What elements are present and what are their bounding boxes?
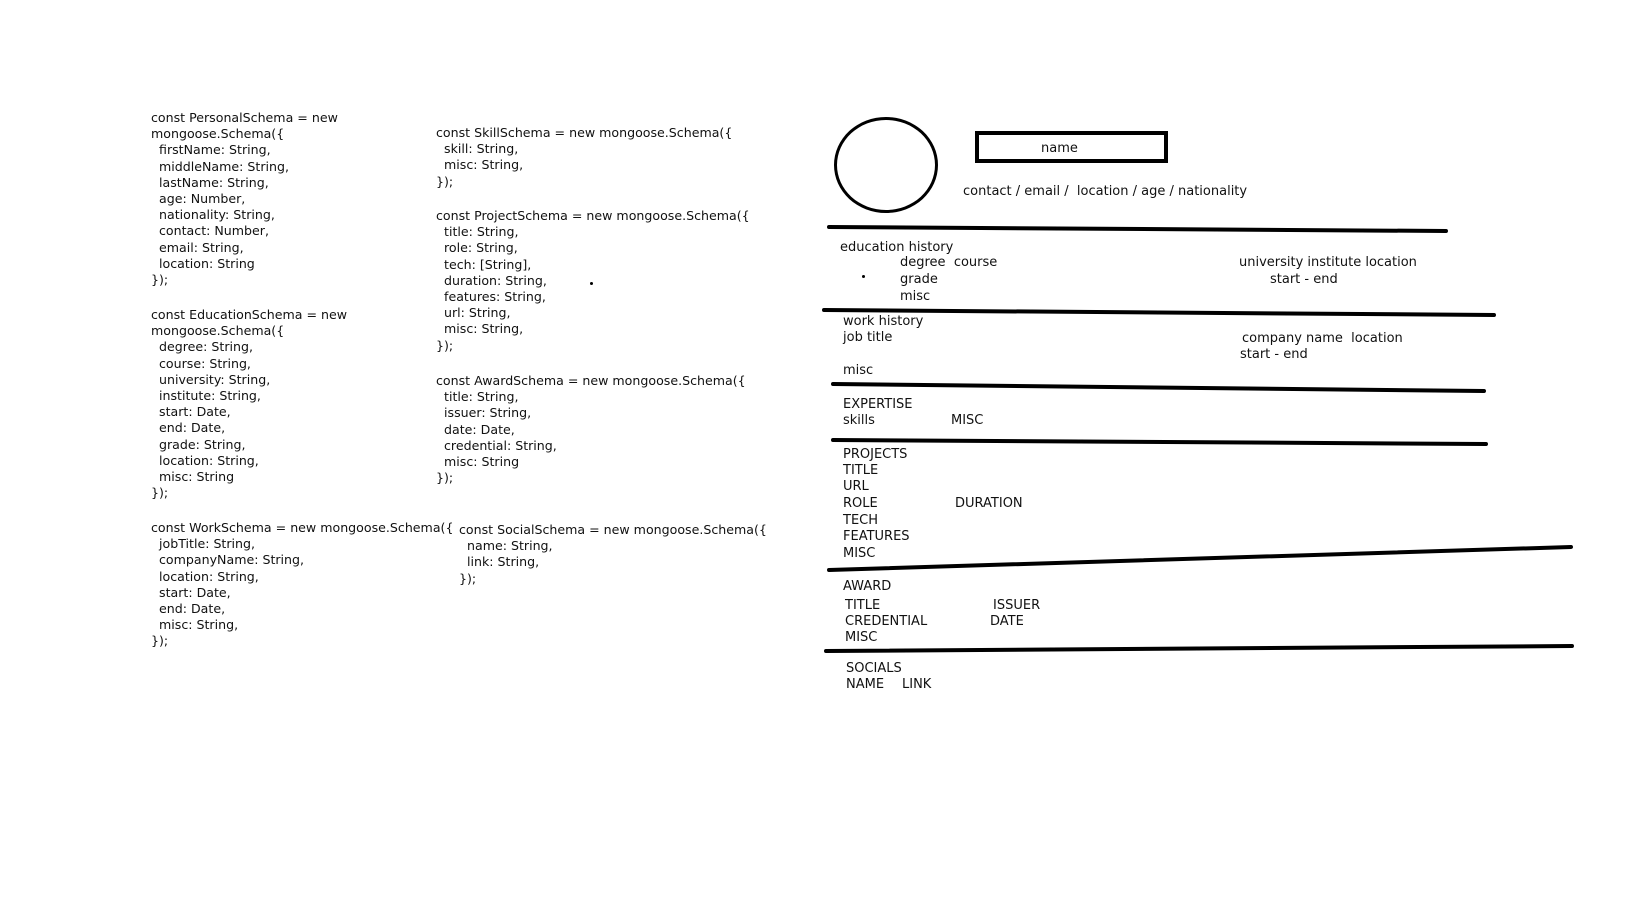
education-dates: start - end (1270, 272, 1338, 287)
divider-projects (829, 547, 1571, 570)
work-misc: misc (843, 363, 874, 378)
projects-role: ROLE (843, 496, 878, 511)
education-heading: education history (840, 240, 954, 255)
award-schema-code: const AwardSchema = new mongoose.Schema({ title: String, issuer: String, date: Date, credential: String, misc: String }); (436, 373, 746, 486)
project-schema-code: const ProjectSchema = new mongoose.Schema({ title: String, role: String, tech: [String], duration: String, features: String, url: String, misc: String, }); (436, 208, 750, 353)
award-heading: AWARD (843, 579, 892, 594)
projects-features: FEATURES (843, 529, 910, 544)
education-misc: misc (900, 289, 931, 304)
socials-link: LINK (902, 677, 932, 692)
social-schema-code: const SocialSchema = new mongoose.Schema({ name: String, link: String, }); (459, 522, 767, 586)
work-heading: work history (843, 314, 924, 329)
divider-award (826, 646, 1572, 651)
socials-name: NAME (846, 677, 885, 692)
projects-tech: TECH (843, 513, 879, 528)
work-dates: start - end (1240, 347, 1308, 362)
skill-schema-code: const SkillSchema = new mongoose.Schema({ skill: String, misc: String, }); (436, 125, 733, 189)
divider-expertise (833, 440, 1486, 444)
expertise-heading: EXPERTISE (843, 397, 913, 412)
education-university-location: university institute location (1239, 255, 1417, 270)
divider-header (829, 227, 1446, 231)
work-job-title: job title (843, 330, 893, 345)
work-company-location: company name location (1242, 331, 1403, 346)
projects-duration: DURATION (955, 496, 1023, 511)
award-credential: CREDENTIAL (845, 614, 928, 629)
award-issuer: ISSUER (993, 598, 1041, 613)
personal-schema-code: const PersonalSchema = new mongoose.Schema({ firstName: String, middleName: String, lastName: String, age: Number, nationality: String, contact: Number, email: String, location: String }); (151, 110, 338, 288)
projects-heading: PROJECTS (843, 447, 908, 462)
award-title: TITLE (845, 598, 881, 613)
projects-url: URL (843, 479, 869, 494)
expertise-skills: skills (843, 413, 875, 428)
expertise-misc: MISC (951, 413, 984, 428)
projects-misc: MISC (843, 546, 876, 561)
name-label: name (1041, 141, 1078, 156)
work-schema-code: const WorkSchema = new mongoose.Schema({ jobTitle: String, companyName: String, location: String, start: Date, end: Date, misc: String, }); (151, 520, 454, 649)
divider-work (833, 384, 1484, 391)
divider-education (824, 310, 1494, 315)
education-degree-course: degree course (900, 255, 998, 270)
projects-title: TITLE (843, 463, 879, 478)
education-schema-code: const EducationSchema = new mongoose.Schema({ degree: String, course: String, university: String, institute: String, start: Date, end: Date, grade: String, location: String, misc: String }); (151, 307, 348, 501)
education-grade: grade (900, 272, 938, 287)
education-bullet (862, 275, 865, 278)
award-date: DATE (990, 614, 1024, 629)
contact-line: contact / email / location / age / nationality (963, 184, 1248, 199)
award-misc: MISC (845, 630, 878, 645)
socials-heading: SOCIALS (846, 661, 902, 676)
